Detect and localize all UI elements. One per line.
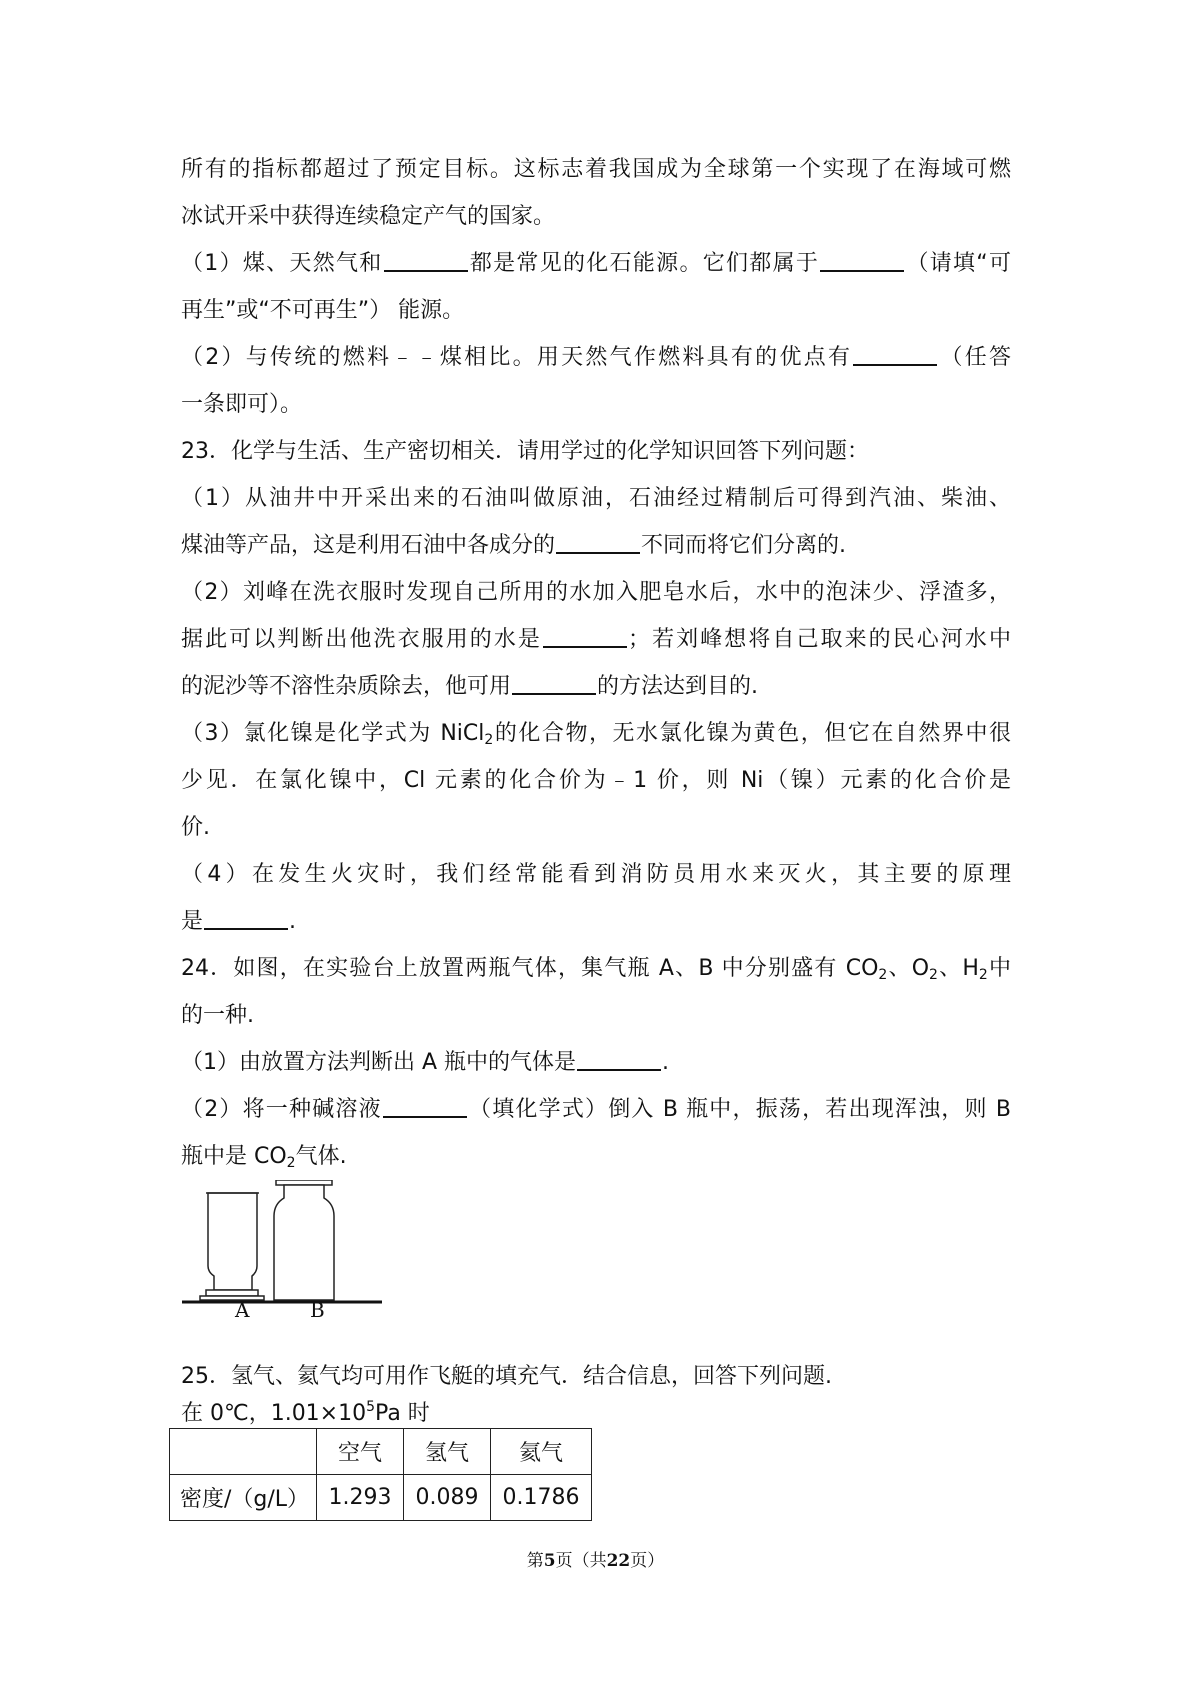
table-row-label: 密度/（g/L） bbox=[170, 1475, 317, 1521]
intro-line-2: 冰试开采中获得连续稳定产气的国家。 bbox=[181, 204, 556, 229]
table-row bbox=[170, 1475, 592, 1521]
table-header-cell bbox=[170, 1429, 317, 1475]
table-header-cell: 空气 bbox=[317, 1429, 404, 1475]
q23-part1-text-b: 不同而将它们分离的. bbox=[641, 533, 847, 558]
gas-jar-a bbox=[200, 1193, 264, 1300]
q24-part1 bbox=[181, 1039, 1011, 1086]
answer-blank[interactable] bbox=[512, 671, 596, 695]
q23-part4-line2 bbox=[181, 898, 1011, 945]
q24-stem-text-c: 、H bbox=[937, 956, 979, 981]
q23-part2-text-b: ；若刘峰想将自己取来的民心河水中 bbox=[628, 627, 1011, 652]
subscript: 2 bbox=[929, 967, 938, 983]
q22-part1-text-a: （1）煤、天然气和 bbox=[181, 251, 383, 276]
q23-part2-text-c: 的泥沙等不溶性杂质除去，他可用 bbox=[181, 674, 512, 699]
table-cell: 0.1786 bbox=[491, 1475, 592, 1521]
q23-part4-line1: （4）在发生火灾时，我们经常能看到消防员用水来灭火，其主要的原理 bbox=[181, 862, 1011, 887]
subscript: 2 bbox=[878, 967, 888, 983]
jar-a-label: A bbox=[235, 1298, 250, 1322]
table-header-cell: 氢气 bbox=[404, 1429, 491, 1475]
table-cell: 0.089 bbox=[404, 1475, 491, 1521]
q24-stem-text-d: 中 bbox=[987, 956, 1012, 981]
answer-blank[interactable] bbox=[384, 248, 468, 272]
answer-blank[interactable] bbox=[543, 624, 627, 648]
answer-blank[interactable] bbox=[853, 342, 937, 366]
superscript: 5 bbox=[366, 1399, 376, 1415]
answer-blank[interactable] bbox=[383, 1094, 467, 1118]
q22-part1-text-b: 都是常见的化石能源。它们都属于 bbox=[468, 251, 820, 276]
q24-stem-line2: 的一种. bbox=[181, 1003, 254, 1028]
answer-blank[interactable] bbox=[556, 530, 640, 554]
q25-condition-text-a: 在 0℃，1.01×10 bbox=[181, 1401, 367, 1426]
q23-part2-text-d: 的方法达到目的. bbox=[597, 674, 759, 699]
q23-part2-line3 bbox=[181, 663, 1011, 710]
q23-part3-text-b: 的化合物，无水氯化镍为黄色，但它在自然界中很 bbox=[493, 721, 1011, 746]
q23-part1-line1: （1）从油井中开采出来的石油叫做原油，石油经过精制后可得到汽油、柴油、 bbox=[181, 486, 1011, 511]
q23-part3-text-a: （3）氯化镍是化学式为 NiCl bbox=[181, 721, 485, 746]
page-content bbox=[181, 146, 1011, 1180]
answer-blank[interactable] bbox=[820, 248, 904, 272]
q23-part3-line1 bbox=[181, 710, 1011, 757]
q23-part3-line2: 少见．在氯化镍中，Cl 元素的化合价为﹣1 价，则 Ni（镍）元素的化合价是 bbox=[181, 768, 1011, 793]
footer-text-c: 页） bbox=[630, 1551, 665, 1571]
q24-part2-text-c: 瓶中是 CO bbox=[181, 1144, 287, 1169]
q24-stem-text-a: 24．如图，在实验台上放置两瓶气体，集气瓶 A、B 中分别盛有 CO bbox=[181, 956, 879, 981]
q23-part4-text-a: 是 bbox=[181, 909, 204, 934]
q24-part1-text-a: （1）由放置方法判断出 A 瓶中的气体是 bbox=[181, 1050, 577, 1075]
q23-part1-text-a: 煤油等产品，这是利用石油中各成分的 bbox=[181, 533, 556, 558]
footer-text-a: 第 bbox=[526, 1551, 544, 1571]
q25-condition-text-b: Pa 时 bbox=[375, 1401, 430, 1426]
table-header-row bbox=[170, 1429, 592, 1475]
q24-part2-text-d: 气体. bbox=[295, 1144, 347, 1169]
q24-part2-text-b: （填化学式）倒入 B 瓶中，振荡，若出现浑浊，则 B bbox=[467, 1097, 1011, 1122]
q23-part2-text-a: 据此可以判断出他洗衣服用的水是 bbox=[181, 627, 542, 652]
q22-part1-line2: 再生”或“不可再生”） 能源。 bbox=[181, 298, 465, 323]
q23-stem: 23．化学与生活、生产密切相关．请用学过的化学知识回答下列问题： bbox=[181, 439, 869, 464]
q25-condition bbox=[181, 1400, 430, 1428]
q24-stem-text-b: 、O bbox=[887, 956, 930, 981]
q22-part2-text-b: （任答 bbox=[938, 345, 1011, 370]
footer-page-number: 5 bbox=[543, 1551, 556, 1571]
q22-part2-text-a: （2）与传统的燃料﹣﹣煤相比。用天然气作燃料具有的优点有 bbox=[181, 345, 853, 370]
table-header-cell: 氦气 bbox=[491, 1429, 592, 1475]
footer-total-pages: 22 bbox=[606, 1551, 631, 1571]
q23-part4-text-b: . bbox=[289, 909, 297, 934]
gas-jars-figure bbox=[182, 1180, 382, 1320]
jar-b-label: B bbox=[310, 1298, 325, 1322]
subscript: 2 bbox=[978, 967, 988, 983]
q23-part2-line2 bbox=[181, 616, 1011, 663]
q22-part2-line1 bbox=[181, 334, 1011, 381]
table-cell: 1.293 bbox=[317, 1475, 404, 1521]
q24-part1-text-b: . bbox=[662, 1050, 670, 1075]
answer-blank[interactable] bbox=[204, 906, 288, 930]
q24-part2-text-a: （2）将一种碱溶液 bbox=[181, 1097, 382, 1122]
q23-part3-line3: 价. bbox=[181, 815, 210, 840]
answer-blank[interactable] bbox=[577, 1047, 661, 1071]
q24-part2-line2 bbox=[181, 1133, 1011, 1180]
gas-jar-b bbox=[274, 1180, 334, 1300]
subscript: 2 bbox=[286, 1155, 296, 1171]
q24-part2-line1 bbox=[181, 1086, 1011, 1133]
page-footer bbox=[0, 1546, 1191, 1571]
q23-part1-line2 bbox=[181, 522, 1011, 569]
q24-stem-line1 bbox=[181, 945, 1011, 992]
subscript: 2 bbox=[484, 732, 494, 748]
density-table bbox=[169, 1428, 592, 1521]
q25-stem: 25．氢气、氦气均可用作飞艇的填充气．结合信息，回答下列问题. bbox=[181, 1364, 832, 1389]
footer-text-b: 页（共 bbox=[555, 1551, 607, 1571]
q22-part1-text-c: （请填“可 bbox=[905, 251, 1011, 276]
q22-part2-line2: 一条即可）。 bbox=[181, 392, 303, 417]
q23-part2-line1: （2）刘峰在洗衣服时发现自己所用的水加入肥皂水后，水中的泡沫少、浮渣多， bbox=[181, 580, 1011, 605]
intro-line-1: 所有的指标都超过了预定目标。这标志着我国成为全球第一个实现了在海域可燃 bbox=[181, 157, 1011, 182]
gas-jars-drawing bbox=[182, 1180, 382, 1320]
q22-part1-line1 bbox=[181, 240, 1011, 287]
